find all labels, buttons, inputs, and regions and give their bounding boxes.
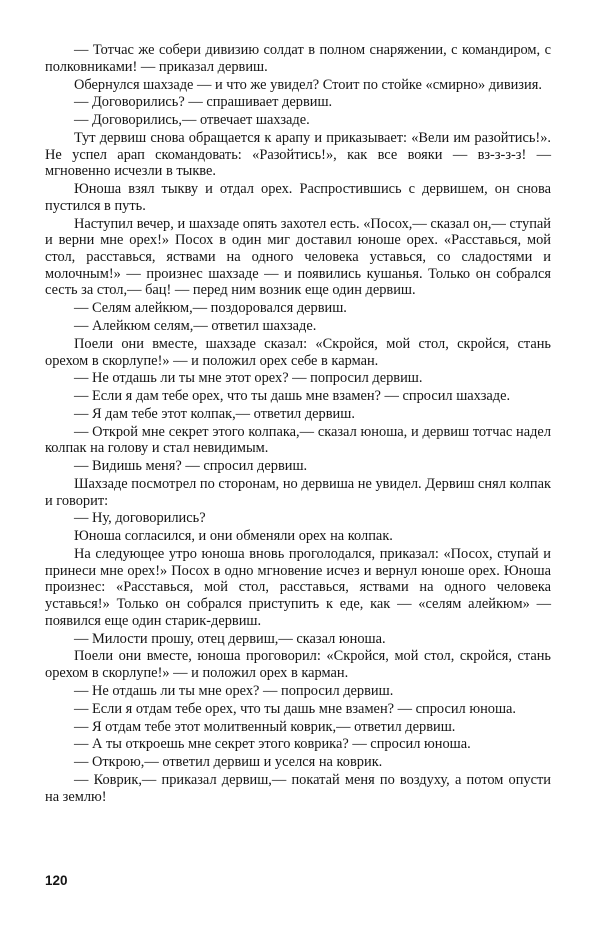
paragraph: Наступил вечер, и шахзаде опять захотел есть. «Посох,— сказал он,— ступай и верни мне орех!» Посох в один миг доставил юноше орех. «Расставься, мой стол, расставься, яствами на одного человека уставься, со сладостями и молочным!» — произнес шахзаде — и появились кушанья. Только он собрался сесть за стол,— бац! — перед ним возник еще один дервиш. (45, 215, 551, 299)
paragraph: — Тотчас же собери дивизию солдат в полном снаряжении, с командиром, с полковниками! — приказал дервиш. (45, 42, 551, 75)
paragraph: Поели они вместе, шахзаде сказал: «Скройся, мой стол, скройся, стань орехом в скорлупе!» — и положил орех себе в карман. (45, 335, 551, 369)
paragraph: Юноша согласился, и они обменяли орех на колпак. (74, 528, 393, 545)
paragraph: — Не отдашь ли ты мне орех? — попросил дервиш. (74, 682, 394, 699)
paragraph: — Коврик,— приказал дервиш,— покатай меня по воздуху, а потом опусти на землю! (45, 771, 551, 805)
paragraph: — Не отдашь ли ты мне этот орех? — попросил дервиш. (74, 370, 423, 387)
paragraph: — Договорились? — спрашивает дервиш. (74, 94, 333, 111)
paragraph: Юноша взял тыкву и отдал орех. Распростившись с дервишем, он снова пустился в путь. (45, 181, 551, 214)
paragraph: Обернулся шахзаде — и что же увидел? Стоит по стойке «смирно» дивизия. (74, 76, 542, 93)
paragraph: — Открою,— ответил дервиш и уселся на коврик. (74, 754, 383, 771)
paragraph: — Милости прошу, отец дервиш,— сказал юноша. (74, 630, 386, 647)
paragraph: Шахзаде посмотрел по сторонам, но дервиша не увидел. Дервиш снял колпак и говорит: (45, 475, 552, 509)
body-text (45, 42, 551, 806)
paragraph: Поели они вместе, юноша проговорил: «Скройся, мой стол, скройся, стань орехом в скорлупе!» — и положил орех в карман. (45, 648, 551, 682)
paragraph: — А ты откроешь мне секрет этого коврика? — спросил юноша. (74, 736, 471, 753)
paragraph: Тут дервиш снова обращается к арапу и приказывает: «Вели им разойтись!». Не успел арап скомандовать: «Разойтись!», как все вояки — вз-з-з-з! — мгновенно исчезли в тыкве. (45, 129, 551, 180)
paragraph: — Я дам тебе этот колпак,— ответил дервиш. (74, 405, 355, 422)
paragraph: — Селям алейкюм,— поздоровался дервиш. (74, 300, 347, 317)
page-number: 120 (45, 873, 68, 888)
paragraph: — Я отдам тебе этот молитвенный коврик,— ответил дервиш. (74, 718, 456, 735)
paragraph: На следующее утро юноша вновь проголодался, приказал: «Посох, ступай и принеси мне орех!» Посох в одно мгновение исчез и вернул юноше орех. Юноша произнес: «Расставься, мой стол, расставься, яствами на одного человека уставься!» Только он собрался приступить к еде, как — «селям алейкюм» — появился еще один старик-дервиш. (45, 546, 551, 629)
paragraph: — Открой мне секрет этого колпака,— сказал юноша, и дервиш тотчас надел колпак на голову и стал невидимым. (45, 423, 551, 457)
paragraph: — Алейкюм селям,— ответил шахзаде. (74, 318, 317, 334)
paragraph: — Если я отдам тебе орех, что ты дашь мне взамен? — спросил юноша. (74, 700, 517, 717)
paragraph: — Ну, договорились? (74, 510, 206, 527)
paragraph: — Видишь меня? — спросил дервиш. (74, 458, 308, 475)
paragraph: — Если я дам тебе орех, что ты дашь мне взамен? — спросил шахзаде. (74, 388, 511, 405)
paragraph: — Договорились,— отвечает шахзаде. (74, 112, 310, 129)
